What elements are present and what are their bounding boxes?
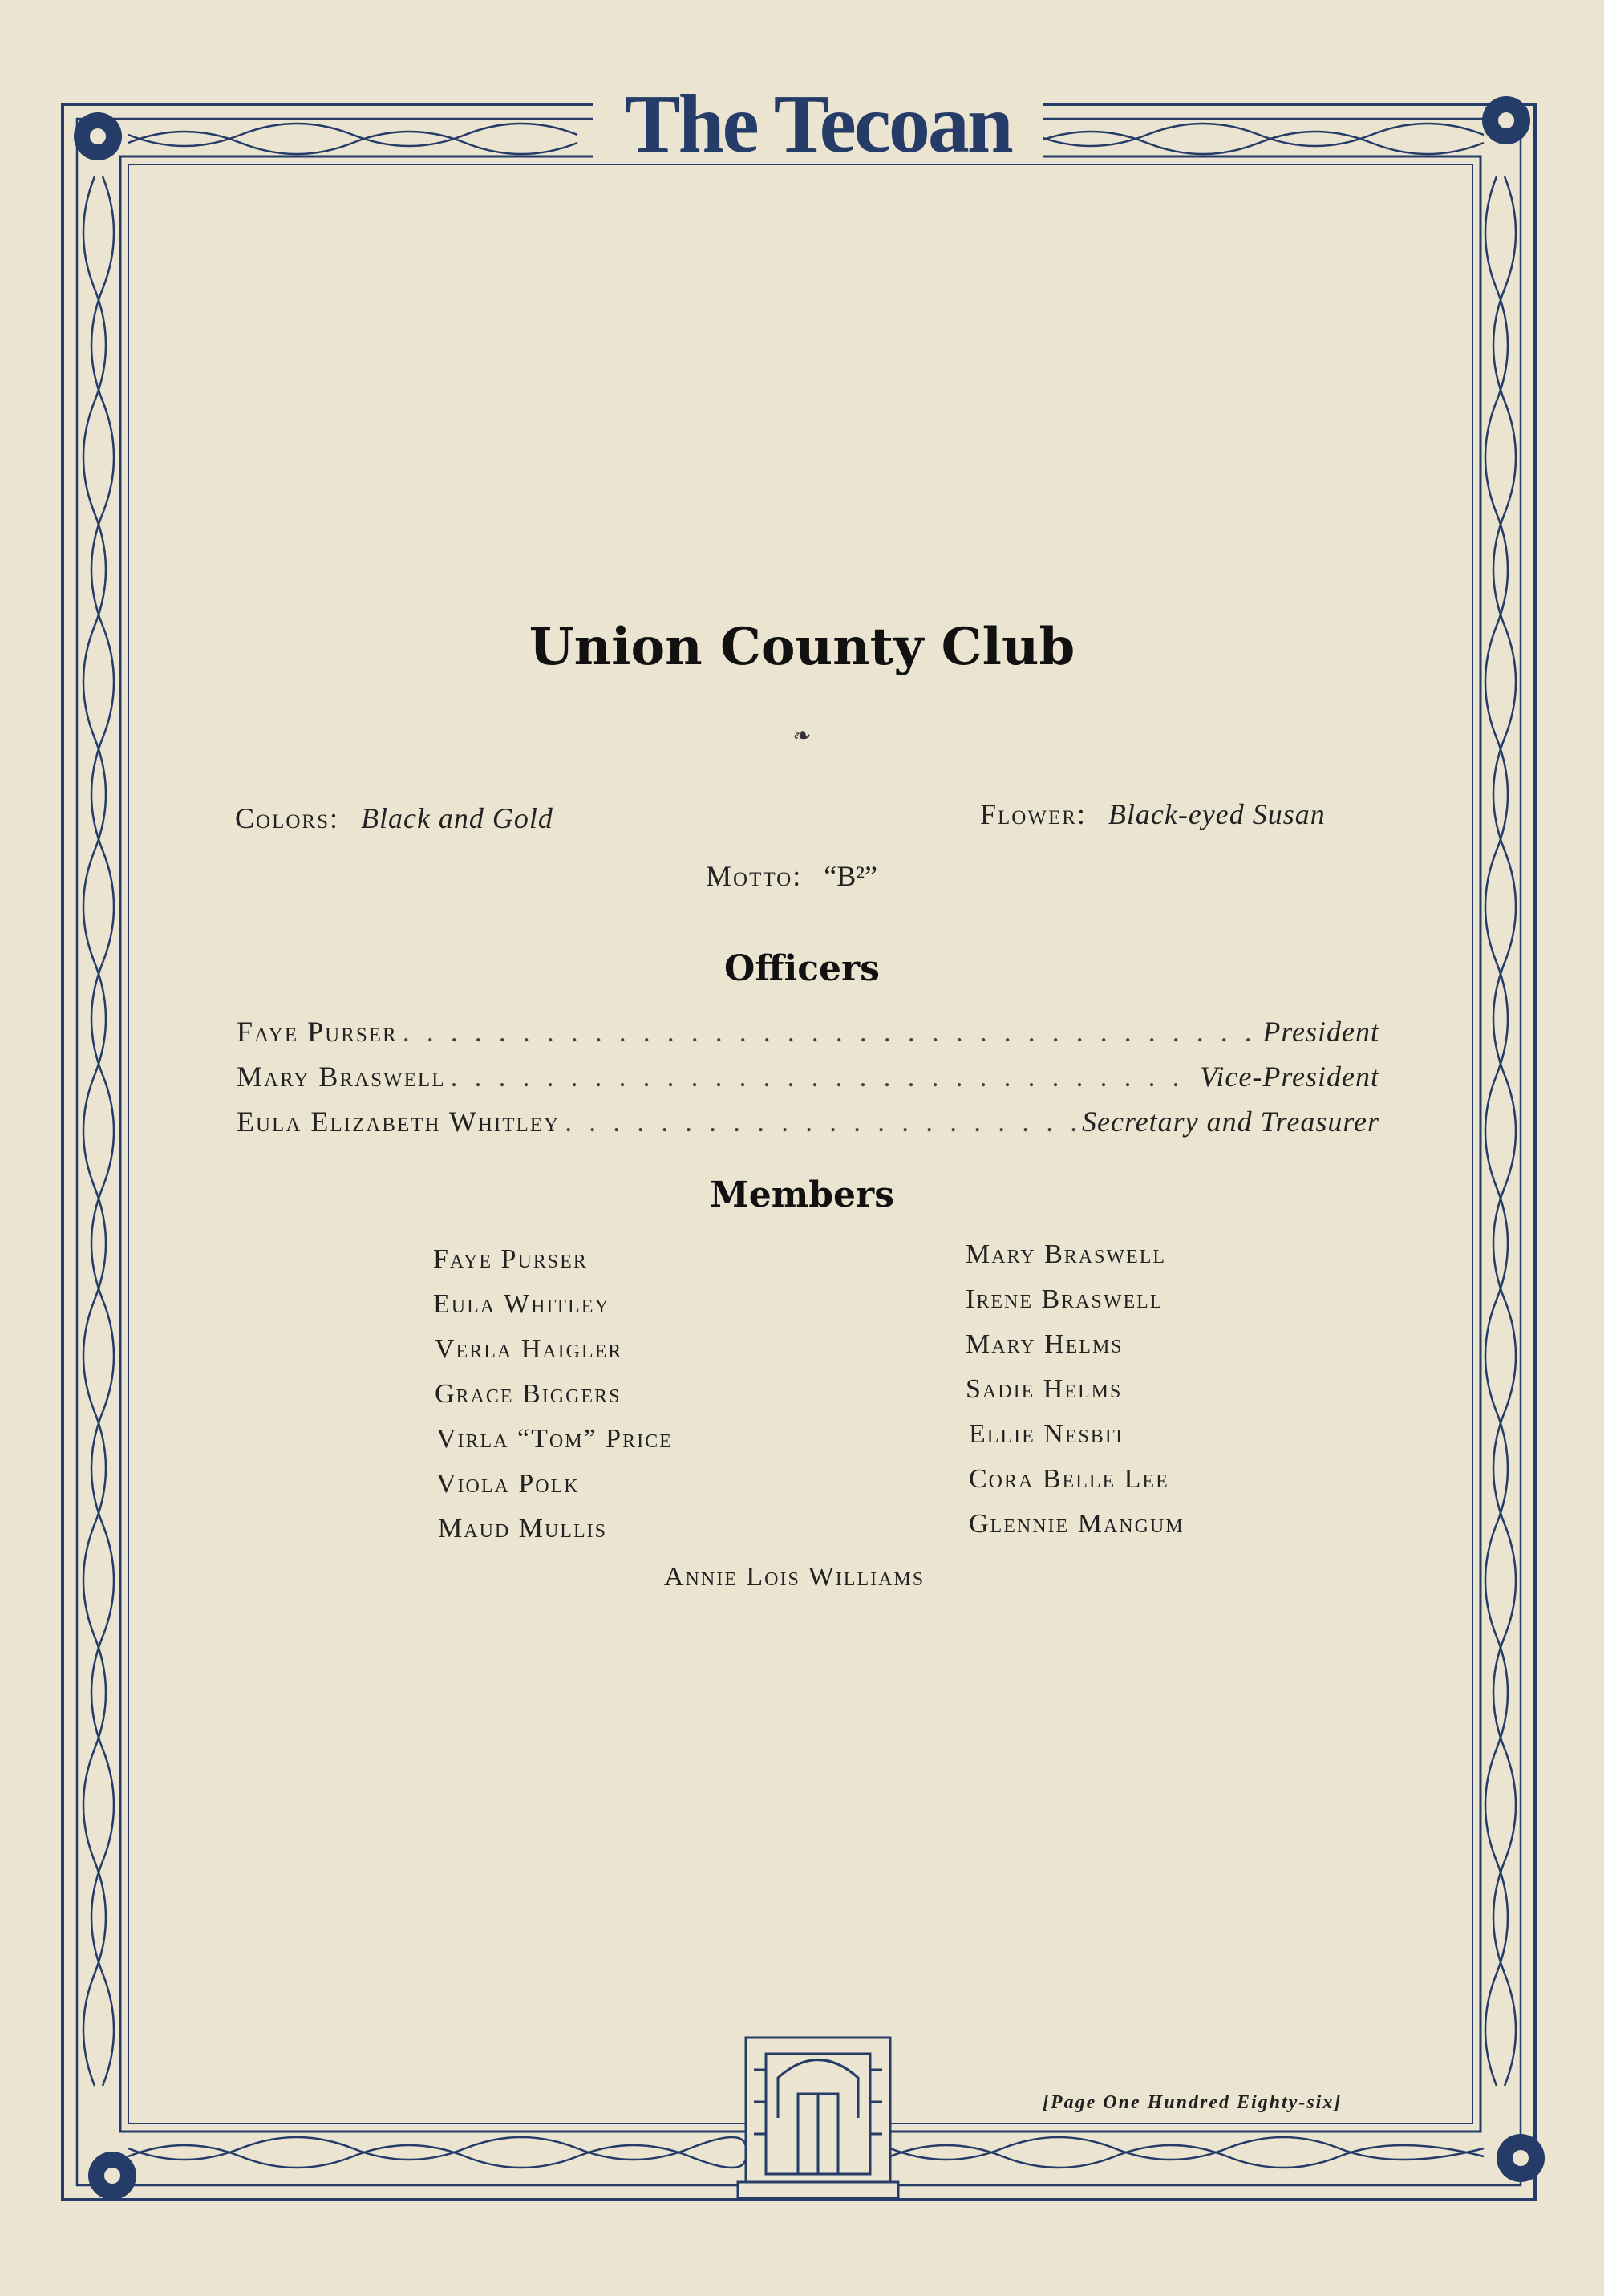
colors-label: Colors: xyxy=(235,802,339,834)
member-name-centered: Annie Lois Williams xyxy=(664,1562,926,1592)
member-name: Mary Braswell xyxy=(966,1239,1167,1269)
member-name: Irene Braswell xyxy=(966,1284,1164,1314)
page-number: [Page One Hundred Eighty-six] xyxy=(1043,2092,1343,2113)
member-name: Faye Purser xyxy=(433,1244,588,1274)
member-name: Maud Mullis xyxy=(438,1514,607,1544)
fleuron-icon: ❧ xyxy=(792,724,812,748)
officer-role: Secretary and Treasurer xyxy=(1082,1105,1379,1138)
motto-label: Motto: xyxy=(706,860,803,892)
member-name: Eula Whitley xyxy=(433,1289,610,1319)
motto-value: “B²” xyxy=(824,860,877,892)
officer-row xyxy=(237,1012,1379,1051)
motto-line xyxy=(706,858,877,894)
officer-name: Eula Elizabeth Whitley xyxy=(237,1105,561,1138)
member-name: Sadie Helms xyxy=(966,1374,1123,1404)
members-heading: Members xyxy=(710,1174,894,1215)
leader-dots xyxy=(403,1012,1258,1051)
member-name: Ellie Nesbit xyxy=(969,1419,1127,1449)
leader-dots xyxy=(450,1057,1195,1096)
member-name: Verla Haigler xyxy=(435,1334,623,1364)
member-name: Cora Belle Lee xyxy=(969,1464,1169,1494)
flower-line xyxy=(980,797,1326,832)
officer-name: Faye Purser xyxy=(237,1016,398,1048)
member-name: Glennie Mangum xyxy=(969,1509,1185,1539)
officer-name: Mary Braswell xyxy=(237,1061,446,1093)
officer-row xyxy=(237,1057,1379,1096)
officers-heading: Officers xyxy=(724,948,880,989)
officer-role: Vice-President xyxy=(1200,1061,1379,1093)
leader-dots xyxy=(565,1102,1077,1141)
page-title: Union County Club xyxy=(529,617,1075,677)
officer-role: President xyxy=(1262,1016,1379,1048)
colors-line xyxy=(235,801,553,836)
officer-row xyxy=(237,1102,1379,1141)
member-name: Grace Biggers xyxy=(435,1379,622,1409)
flower-label: Flower: xyxy=(980,798,1087,830)
masthead-title: The Tecoan xyxy=(593,84,1043,164)
flower-value: Black-eyed Susan xyxy=(1108,798,1326,830)
colors-value: Black and Gold xyxy=(360,802,553,834)
member-name: Mary Helms xyxy=(966,1329,1124,1359)
member-name: Viola Polk xyxy=(436,1469,580,1499)
member-name: Virla “Tom” Price xyxy=(436,1424,673,1454)
